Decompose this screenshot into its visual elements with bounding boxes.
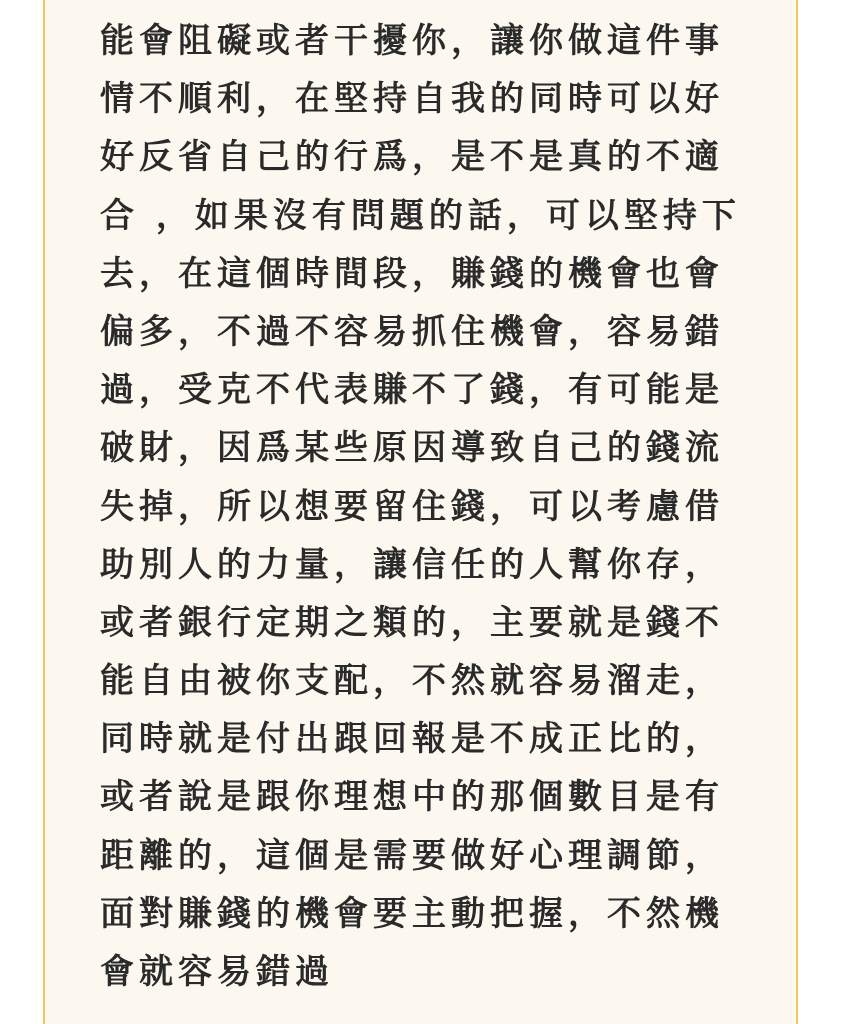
article-line: 會就容易錯過: [100, 952, 334, 992]
article-line: 或者銀行定期之類的，主要就是錢不: [100, 602, 724, 643]
article-line: 面對賺錢的機會要主動把握，不然機: [100, 893, 724, 934]
article-line: 好反省自己的行爲，是不是真的不適: [100, 137, 724, 178]
article-line: 助別人的力量，讓信任的人幫你存，: [100, 544, 724, 585]
article-line: 失掉，所以想要留住錢，可以考慮借: [100, 486, 724, 527]
article-line: 過，受克不代表賺不了錢，有可能是: [100, 370, 724, 411]
article-line: 合 ，如果沒有問題的話，可以堅持下: [100, 195, 741, 236]
article-body: [100, 12, 760, 1001]
article-line: 同時就是付出跟回報是不成正比的，: [100, 719, 724, 760]
article-line: 去，在這個時間段，賺錢的機會也會: [100, 253, 724, 294]
article-line: 能自由被你支配，不然就容易溜走，: [100, 661, 724, 702]
article-line: 情不順利，在堅持自我的同時可以好: [100, 79, 724, 120]
article-line: 距離的，這個是需要做好心理調節，: [100, 835, 724, 876]
article-line: 能會阻礙或者干擾你，讓你做這件事: [100, 21, 724, 61]
article-line: 偏多，不過不容易抓住機會，容易錯: [100, 311, 724, 352]
article-line: 破財，因爲某些原因導致自己的錢流: [100, 428, 724, 469]
article-line: 或者說是跟你理想中的那個數目是有: [100, 777, 724, 818]
